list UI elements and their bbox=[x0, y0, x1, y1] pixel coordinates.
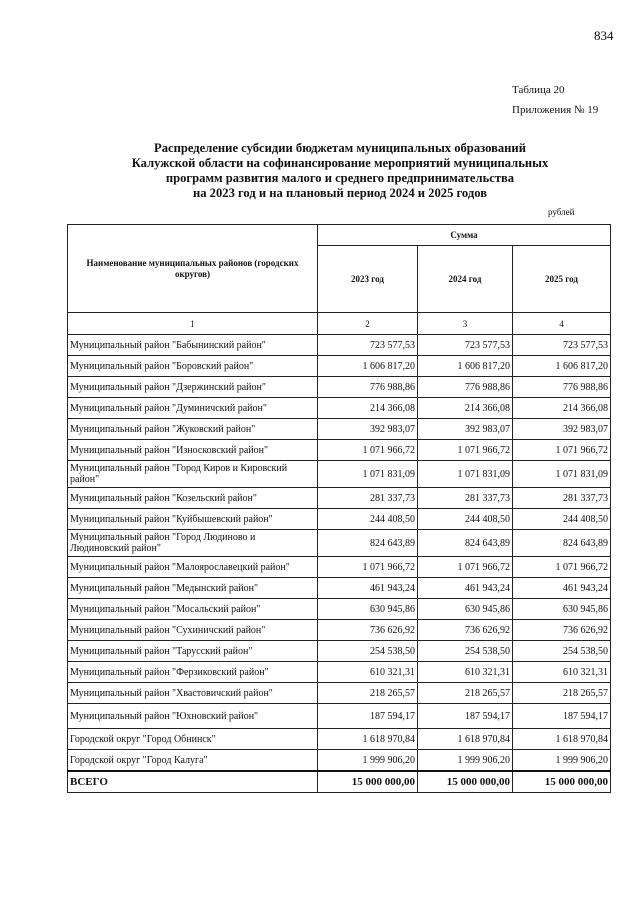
value-2025: 824 643,89 bbox=[513, 530, 611, 557]
header-year-2023: 2023 год bbox=[318, 246, 418, 313]
value-2025: 244 408,50 bbox=[513, 509, 611, 530]
table-label: Таблица 20 bbox=[512, 84, 565, 96]
value-2023: 1 071 966,72 bbox=[318, 440, 418, 461]
table-row bbox=[68, 530, 611, 557]
value-2025: 254 538,50 bbox=[513, 641, 611, 662]
row-name: Городской округ "Город Обнинск" bbox=[68, 729, 318, 750]
value-2025: 392 983,07 bbox=[513, 419, 611, 440]
row-name: Муниципальный район "Козельский район" bbox=[68, 488, 318, 509]
value-2023: 723 577,53 bbox=[318, 335, 418, 356]
row-name: Муниципальный район "Город Людиново и Людиновский район" bbox=[68, 530, 318, 557]
header-name-column: Наименование муниципальных районов (городских округов) bbox=[68, 225, 318, 313]
row-name: Муниципальный район "Куйбышевский район" bbox=[68, 509, 318, 530]
row-name: Муниципальный район "Сухиничский район" bbox=[68, 620, 318, 641]
value-2023: 1 071 831,09 bbox=[318, 461, 418, 488]
value-2023: 218 265,57 bbox=[318, 683, 418, 704]
value-2023: 281 337,73 bbox=[318, 488, 418, 509]
value-2025: 461 943,24 bbox=[513, 578, 611, 599]
value-2024: 1 606 817,20 bbox=[418, 356, 513, 377]
value-2024: 392 983,07 bbox=[418, 419, 513, 440]
value-2024: 461 943,24 bbox=[418, 578, 513, 599]
title-line: Калужской области на софинансирование мероприятий муниципальных bbox=[131, 156, 549, 170]
subsidy-table bbox=[67, 224, 611, 793]
value-2024: 610 321,31 bbox=[418, 662, 513, 683]
value-2024: 254 538,50 bbox=[418, 641, 513, 662]
column-number: 1 bbox=[68, 313, 318, 335]
row-name: Муниципальный район "Медынский район" bbox=[68, 578, 318, 599]
value-2023: 461 943,24 bbox=[318, 578, 418, 599]
table-row bbox=[68, 419, 611, 440]
value-2025: 1 071 966,72 bbox=[513, 557, 611, 578]
value-2025: 723 577,53 bbox=[513, 335, 611, 356]
row-name: Муниципальный район "Юхновский район" bbox=[68, 704, 318, 729]
row-name: Городской округ "Город Калуга" bbox=[68, 750, 318, 772]
value-2024: 214 366,08 bbox=[418, 398, 513, 419]
value-2024: 1 071 831,09 bbox=[418, 461, 513, 488]
column-number: 3 bbox=[418, 313, 513, 335]
value-2024: 244 408,50 bbox=[418, 509, 513, 530]
title-line: программ развития малого и среднего предпринимательства bbox=[165, 171, 515, 185]
value-2025: 214 366,08 bbox=[513, 398, 611, 419]
value-2023: 392 983,07 bbox=[318, 419, 418, 440]
table-row bbox=[68, 440, 611, 461]
value-2025: 1 071 831,09 bbox=[513, 461, 611, 488]
total-2023: 15 000 000,00 bbox=[318, 771, 418, 793]
table-row bbox=[68, 578, 611, 599]
value-2023: 187 594,17 bbox=[318, 704, 418, 729]
value-2024: 281 337,73 bbox=[418, 488, 513, 509]
value-2024: 187 594,17 bbox=[418, 704, 513, 729]
header-sum-group: Сумма bbox=[318, 225, 611, 246]
value-2025: 1 618 970,84 bbox=[513, 729, 611, 750]
table-row bbox=[68, 729, 611, 750]
value-2025: 630 945,86 bbox=[513, 599, 611, 620]
units-label: рублей bbox=[548, 207, 575, 217]
table-row bbox=[68, 557, 611, 578]
value-2025: 281 337,73 bbox=[513, 488, 611, 509]
column-number: 4 bbox=[513, 313, 611, 335]
value-2023: 244 408,50 bbox=[318, 509, 418, 530]
value-2023: 630 945,86 bbox=[318, 599, 418, 620]
table-row bbox=[68, 641, 611, 662]
table-row bbox=[68, 683, 611, 704]
value-2023: 1 071 966,72 bbox=[318, 557, 418, 578]
value-2023: 824 643,89 bbox=[318, 530, 418, 557]
value-2023: 214 366,08 bbox=[318, 398, 418, 419]
appendix-label: Приложения № 19 bbox=[512, 104, 599, 116]
row-name: Муниципальный район "Бабынинский район" bbox=[68, 335, 318, 356]
value-2024: 776 988,86 bbox=[418, 377, 513, 398]
value-2025: 187 594,17 bbox=[513, 704, 611, 729]
table-row bbox=[68, 398, 611, 419]
row-name: Муниципальный район "Тарусский район" bbox=[68, 641, 318, 662]
row-name: Муниципальный район "Малоярославецкий район" bbox=[68, 557, 318, 578]
value-2024: 218 265,57 bbox=[418, 683, 513, 704]
value-2025: 1 071 966,72 bbox=[513, 440, 611, 461]
page-number: 834 bbox=[594, 28, 614, 43]
value-2024: 1 071 966,72 bbox=[418, 557, 513, 578]
value-2024: 1 999 906,20 bbox=[418, 750, 513, 772]
value-2023: 736 626,92 bbox=[318, 620, 418, 641]
value-2025: 610 321,31 bbox=[513, 662, 611, 683]
title-line: Распределение субсидии бюджетам муниципальных образований bbox=[154, 141, 526, 155]
value-2023: 1 999 906,20 bbox=[318, 750, 418, 772]
row-name: Муниципальный район "Думиничский район" bbox=[68, 398, 318, 419]
value-2025: 218 265,57 bbox=[513, 683, 611, 704]
value-2023: 610 321,31 bbox=[318, 662, 418, 683]
table-row bbox=[68, 509, 611, 530]
value-2024: 1 618 970,84 bbox=[418, 729, 513, 750]
value-2023: 1 618 970,84 bbox=[318, 729, 418, 750]
value-2025: 736 626,92 bbox=[513, 620, 611, 641]
row-name: Муниципальный район "Ферзиковский район" bbox=[68, 662, 318, 683]
value-2024: 736 626,92 bbox=[418, 620, 513, 641]
row-name: Муниципальный район "Дзержинский район" bbox=[68, 377, 318, 398]
table-row bbox=[68, 461, 611, 488]
total-2025: 15 000 000,00 bbox=[513, 771, 611, 793]
value-2023: 1 606 817,20 bbox=[318, 356, 418, 377]
value-2025: 776 988,86 bbox=[513, 377, 611, 398]
table-row bbox=[68, 620, 611, 641]
total-row bbox=[68, 771, 611, 793]
header-year-2025: 2025 год bbox=[513, 246, 611, 313]
table-row bbox=[68, 750, 611, 772]
value-2024: 824 643,89 bbox=[418, 530, 513, 557]
header-year-2024: 2024 год bbox=[418, 246, 513, 313]
value-2023: 254 538,50 bbox=[318, 641, 418, 662]
row-name: Муниципальный район "Хвастовичский район" bbox=[68, 683, 318, 704]
row-name: Муниципальный район "Жуковский район" bbox=[68, 419, 318, 440]
table-row bbox=[68, 488, 611, 509]
value-2025: 1 606 817,20 bbox=[513, 356, 611, 377]
value-2024: 723 577,53 bbox=[418, 335, 513, 356]
table-row bbox=[68, 599, 611, 620]
table-row bbox=[68, 335, 611, 356]
row-name: Муниципальный район "Город Киров и Кировский район" bbox=[68, 461, 318, 488]
row-name: Муниципальный район "Боровский район" bbox=[68, 356, 318, 377]
table-row bbox=[68, 356, 611, 377]
column-number: 2 bbox=[318, 313, 418, 335]
table-row bbox=[68, 377, 611, 398]
value-2024: 1 071 966,72 bbox=[418, 440, 513, 461]
title-line: на 2023 год и на плановый период 2024 и 2025 годов bbox=[192, 186, 488, 200]
document-title bbox=[80, 141, 600, 201]
total-2024: 15 000 000,00 bbox=[418, 771, 513, 793]
value-2024: 630 945,86 bbox=[418, 599, 513, 620]
row-name: Муниципальный район "Износковский район" bbox=[68, 440, 318, 461]
table-row bbox=[68, 704, 611, 729]
total-label: ВСЕГО bbox=[68, 771, 318, 793]
value-2025: 1 999 906,20 bbox=[513, 750, 611, 772]
table-row bbox=[68, 662, 611, 683]
value-2023: 776 988,86 bbox=[318, 377, 418, 398]
row-name: Муниципальный район "Мосальский район" bbox=[68, 599, 318, 620]
